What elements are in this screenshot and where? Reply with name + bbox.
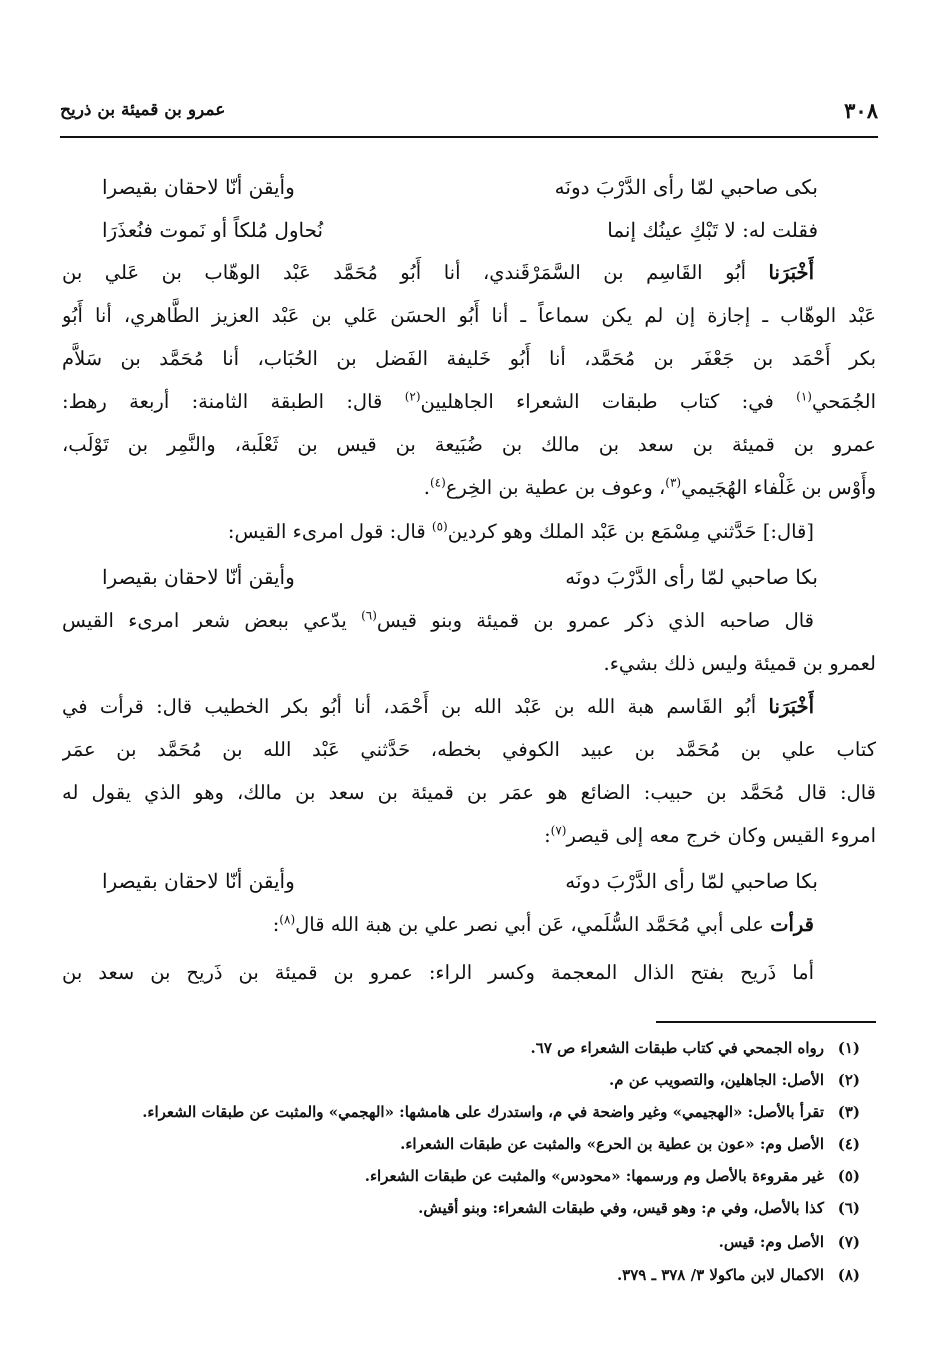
footnote [60,1129,860,1159]
footnote [60,1193,860,1223]
footnote-ref: (٤) [429,475,446,490]
line-text: يدّعي ببعض شعر امرىء القيس [62,609,347,632]
line-text: امروء القيس وكان خرج معه إلى قيصر [566,824,876,847]
lead-word: أَخْبَرَنا [768,695,814,718]
footnote-rule [656,1021,876,1023]
footnote-ref: (٣) [665,475,682,490]
lead-word: قرأت [770,913,814,936]
lead-word: أَخْبَرَنا [768,261,814,284]
footnote [60,1033,860,1063]
text-line: قال: قال مُحَمَّد بن حبيب: الضائع هو عمَر بن قميئة بن سعد بن مالك، وهو الذي يقول له [62,781,876,804]
line-text: قال: الطبقة الثامنة: أربعة رهط: [62,390,383,413]
page-number: ٣٠٨ [844,98,878,123]
text-line [62,905,814,945]
text-line [62,468,876,508]
line-text: أبُو القَاسم هبة الله بن عَبْد الله بن أَحْمَد، أنا أبُو بكر الخطيب قال: قرأت في [62,695,757,718]
text-line [62,512,814,552]
line-text: على أبي مُحَمَّد السُّلَمي، عَن أبي نصر علي بن هبة الله قال [295,913,764,936]
footnote-ref: (٥) [431,519,448,534]
running-title: عمرو بن قميئة بن ذريح [60,100,226,120]
footnote [60,1065,860,1095]
page-header [60,98,878,130]
footnote [60,1260,860,1290]
verse-line [102,167,818,207]
text-line [62,687,814,727]
text-line: كتاب علي بن مُحَمَّد بن عبيد الكوفي بخطه، حَدَّثني عَبْد الله بن مُحَمَّد بن عمَر [62,738,876,761]
footnote-number: (٢) [837,1071,860,1089]
footnote-number: (٥) [837,1167,860,1185]
footnote-text: تقرأ بالأصل: «الهجيمي» وغير واضحة في م، واستدرك على هامشها: «الهجمي» والمثبت عن طبقات الشعراء. [142,1103,824,1121]
footnote-number: (٦) [837,1199,860,1217]
text-line: عَبْد الوهّاب ـ إجازة إن لم يكن سماعاً ـ أنا أَبُو الحسَن عَلي بن عَبْد العزيز الطَّاهري، أنا أَبُو [62,304,876,327]
footnote-ref: (٧) [550,823,567,838]
line-text: : [544,824,551,847]
verse-hemistich-second: وأيقن أنّا لاحقان بقيصرا [102,869,295,893]
verse-hemistich-second: نُحاول مُلكاً أو نَموت فنُعذَرَا [102,218,324,242]
line-text: قال: قول امرىء القيس: [227,520,426,543]
footnote-text: رواه الجمحي في كتاب طبقات الشعراء ص ٦٧. [530,1039,824,1057]
text-line [62,601,814,641]
footnote-ref: (٨) [279,912,296,927]
footnote-number: (٨) [837,1266,860,1284]
line-text: ، وعوف بن عطية بن الخِرع [445,476,666,499]
footnote-text: غير مقروءة بالأصل وم ورسمها: «محودس» والمثبت عن طبقات الشعراء. [364,1167,824,1185]
verse-line [102,210,818,250]
footnote-number: (٤) [837,1135,860,1153]
text-line: لعمرو بن قميئة وليس ذلك بشيء. [603,652,876,675]
line-text: [قال:] حَدَّثني مِسْمَع بن عَبْد الملك وهو كردين [447,520,814,543]
footnote [60,1097,860,1127]
verse-hemistich-first: بكا صاحبي لمّا رأى الدَّرْبَ دونَه [565,565,818,589]
footnote-text: كذا بالأصل، وفي م: وهو قيس، وفي طبقات الشعراء: وبنو أقيش. [418,1199,824,1217]
text-line [62,382,876,422]
text-line: أما ذَريح بفتح الذال المعجمة وكسر الراء: عمرو بن قميئة بن ذَريح بن سعد بن [62,961,814,984]
verse-hemistich-first: بكى صاحبي لمّا رأى الدَّرْبَ دونَه [554,175,818,199]
line-text: في: كتاب طبقات الشعراء الجاهليين [420,390,774,413]
line-text: قال صاحبه الذي ذكر عمرو بن قميئة وبنو قيس [376,609,814,632]
text-line [62,253,814,293]
footnote-ref: (١) [796,389,812,404]
verse-line [102,861,818,901]
line-text: : [272,913,280,936]
footnote-text: الأصل: الجاهلين، والتصويب عن م. [609,1071,824,1089]
verse-line [102,557,818,597]
footnote-text: الاكمال لابن ماكولا ٣/ ٣٧٨ ـ ٣٧٩. [616,1266,824,1284]
footnote-text: الأصل وم: قيس. [718,1233,824,1251]
verse-hemistich-second: وأيقن أنّا لاحقان بقيصرا [102,175,295,199]
line-text: أبُو القَاسِم بن السَّمَرْقَندي، أنا أَبُو مُحَمَّد عَبْد الوهّاب بن عَلي بن [62,261,746,284]
line-text: وأَوْس بن غَلْفاء الهُجَيمي [681,476,876,499]
header-rule [60,136,878,138]
line-text: الجُمَحي [811,390,876,413]
text-line: عمرو بن قميئة بن سعد بن مالك بن ضُبَيعة بن قيس بن ثَعْلَبة، والنَّمِر بن تَوْلَب، [62,433,876,456]
footnote-ref: (٢) [404,389,421,404]
text-line: بكر أَحْمَد بن جَعْفَر بن مُحَمَّد، أنا أَبُو خَليفة الفَضل بن الحُبَاب، أنا مُحَمَّد بن سَلاَّم [62,347,876,370]
verse-hemistich-first: بكا صاحبي لمّا رأى الدَّرْبَ دونَه [565,869,818,893]
line-text: . [423,476,430,499]
footnote [60,1161,860,1191]
footnote-text: الأصل وم: «عون بن عطية بن الحرع» والمثبت عن طبقات الشعراء. [400,1135,824,1153]
verse-hemistich-second: وأيقن أنّا لاحقان بقيصرا [102,565,295,589]
footnote-number: (٣) [837,1103,860,1121]
footnote [60,1227,860,1257]
footnote-number: (١) [837,1039,860,1057]
verse-hemistich-first: فقلت له: لا تَبْكِ عينُك إنما [607,218,818,242]
text-line [62,816,876,856]
footnote-number: (٧) [837,1233,860,1251]
footnote-ref: (٦) [361,608,377,623]
